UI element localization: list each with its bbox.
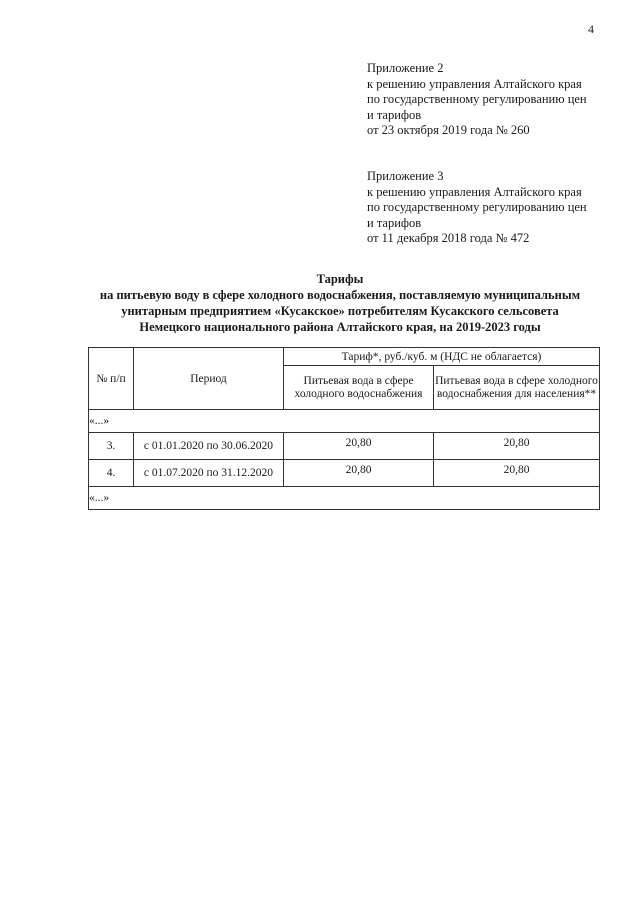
table-row <box>89 460 600 487</box>
tariff-table <box>88 347 600 510</box>
appendix-2-line: Приложение 2 <box>367 61 444 75</box>
appendix-3-line: по государственному регулированию цен <box>367 200 587 215</box>
header-tariff-group: Тариф*, руб./куб. м (НДС не облагается) <box>284 348 600 366</box>
header-col-drinking-water-population: Питьевая вода в сфере холодного водоснабжения для населения** <box>434 366 600 410</box>
header-period: Период <box>134 348 284 410</box>
header-num: № п/п <box>89 348 134 410</box>
appendix-2-line: к решению управления Алтайского края <box>367 76 582 91</box>
table-ellipsis-bottom: «...» <box>89 487 600 510</box>
document-title <box>80 271 600 335</box>
appendix-2-line: и тарифов <box>367 107 422 122</box>
row-value-drinking: 20,80 <box>284 433 434 460</box>
title-line: Немецкого национального района Алтайского края, на 2019-2023 годы <box>139 320 541 334</box>
appendix-3-line: от 11 декабря 2018 года № 472 <box>367 231 530 246</box>
appendix-2-header <box>367 61 617 139</box>
table-row <box>89 433 600 460</box>
page-number: 4 <box>588 22 594 36</box>
row-num: 4. <box>89 460 134 487</box>
row-period: с 01.07.2020 по 31.12.2020 <box>134 460 284 487</box>
appendix-3-header <box>367 169 617 247</box>
title-line: на питьевую воду в сфере холодного водоснабжения, поставляемую муниципальным <box>99 288 581 302</box>
row-value-population: 20,80 <box>434 433 600 460</box>
row-value-drinking: 20,80 <box>284 460 434 487</box>
appendix-2-line: по государственному регулированию цен <box>367 92 587 107</box>
appendix-3-line: к решению управления Алтайского края <box>367 184 582 199</box>
row-period: с 01.01.2020 по 30.06.2020 <box>134 433 284 460</box>
title-line: Тарифы <box>316 272 364 286</box>
appendix-2-line: от 23 октября 2019 года № 260 <box>367 123 530 138</box>
appendix-3-line: и тарифов <box>367 215 422 230</box>
row-value-population: 20,80 <box>434 460 600 487</box>
appendix-3-line: Приложение 3 <box>367 169 444 183</box>
row-num: 3. <box>89 433 134 460</box>
title-line: унитарным предприятием «Кусакское» потребителям Кусакского сельсовета <box>121 304 559 318</box>
table-ellipsis-top: «...» <box>89 410 600 433</box>
header-col-drinking-water: Питьевая вода в сфере холодного водоснабжения <box>284 366 434 410</box>
